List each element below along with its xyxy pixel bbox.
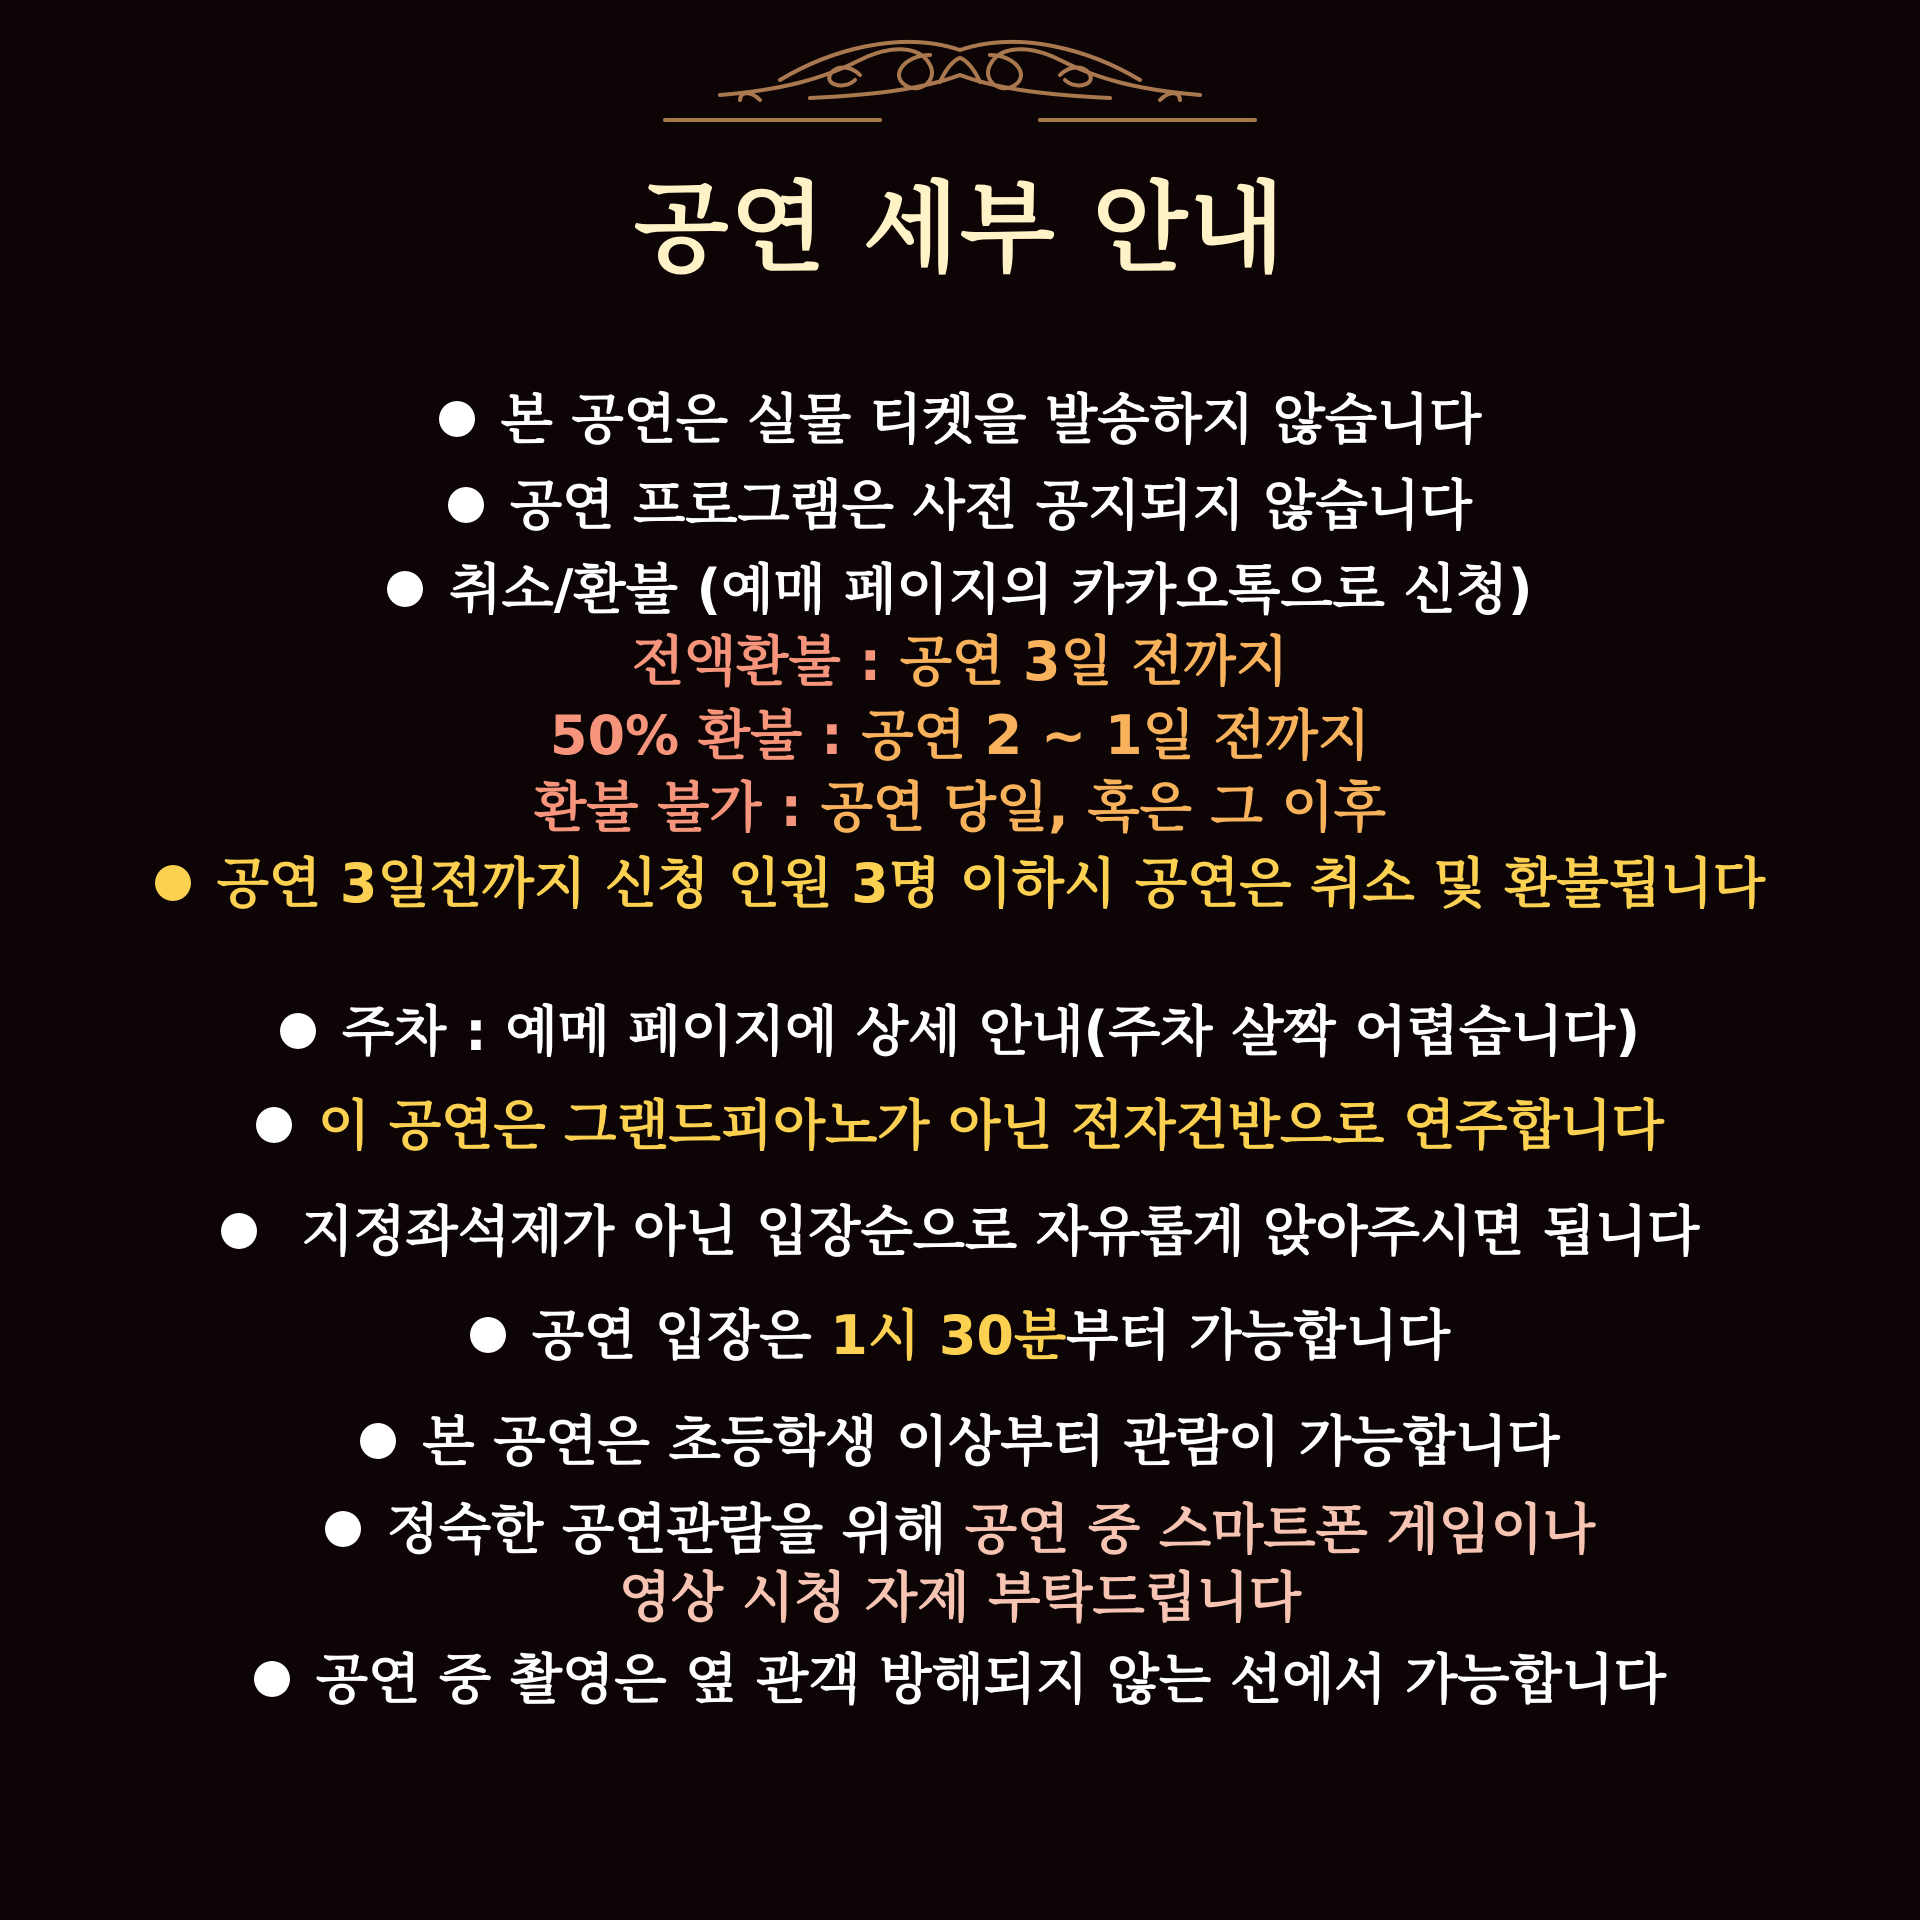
notice-program-not-announced: 공연 프로그램은 사전 공지되지 않습니다	[0, 470, 1920, 542]
bullet-icon	[155, 865, 191, 901]
flourish-ornament-icon	[660, 20, 1260, 130]
notice-cancel-refund: 취소/환불 (예매 페이지의 카카오톡으로 신청)	[0, 554, 1920, 626]
bullet-icon	[439, 401, 475, 437]
notice-parking: 주차 : 예메 페이지에 상세 안내(주차 살짝 어렵습니다)	[0, 996, 1920, 1068]
notice-min-attendance: 공연 3일전까지 신청 인원 3명 이하시 공연은 취소 및 환불됩니다	[0, 848, 1920, 920]
notice-quiet-viewing-line2: 영상 시청 자제 부탁드립니다	[618, 1566, 1302, 1629]
refund-none: 환불 불가 : 공연 당일, 혹은 그 이후	[534, 776, 1386, 839]
refund-full: 전액환불 : 공연 3일 전까지	[631, 630, 1289, 693]
bullet-icon	[387, 571, 423, 607]
bullet-icon	[470, 1317, 506, 1353]
notice-entry-time: 공연 입장은 1시 30분부터 가능합니다	[0, 1300, 1920, 1372]
bullet-icon	[280, 1013, 316, 1049]
bullet-icon	[221, 1213, 257, 1249]
notice-electronic-keyboard: 이 공연은 그랜드피아노가 아닌 전자건반으로 연주합니다	[0, 1090, 1920, 1162]
refund-half: 50% 환불 : 공연 2 ~ 1일 전까지	[549, 704, 1371, 767]
bullet-icon	[254, 1661, 290, 1697]
notice-age-limit: 본 공연은 초등학생 이상부터 관람이 가능합니다	[0, 1406, 1920, 1478]
notice-quiet-viewing: 정숙한 공연관람을 위해 공연 중 스마트폰 게임이나	[0, 1494, 1920, 1566]
page-title: 공연 세부 안내	[633, 172, 1287, 286]
bullet-icon	[256, 1107, 292, 1143]
notice-no-physical-ticket: 본 공연은 실물 티켓을 발송하지 않습니다	[0, 384, 1920, 456]
bullet-icon	[325, 1511, 361, 1547]
notice-free-seating: 지정좌석제가 아닌 입장순으로 자유롭게 앉아주시면 됩니다	[0, 1196, 1920, 1268]
notice-filming: 공연 중 촬영은 옆 관객 방해되지 않는 선에서 가능합니다	[0, 1644, 1920, 1716]
bullet-icon	[448, 487, 484, 523]
bullet-icon	[360, 1423, 396, 1459]
